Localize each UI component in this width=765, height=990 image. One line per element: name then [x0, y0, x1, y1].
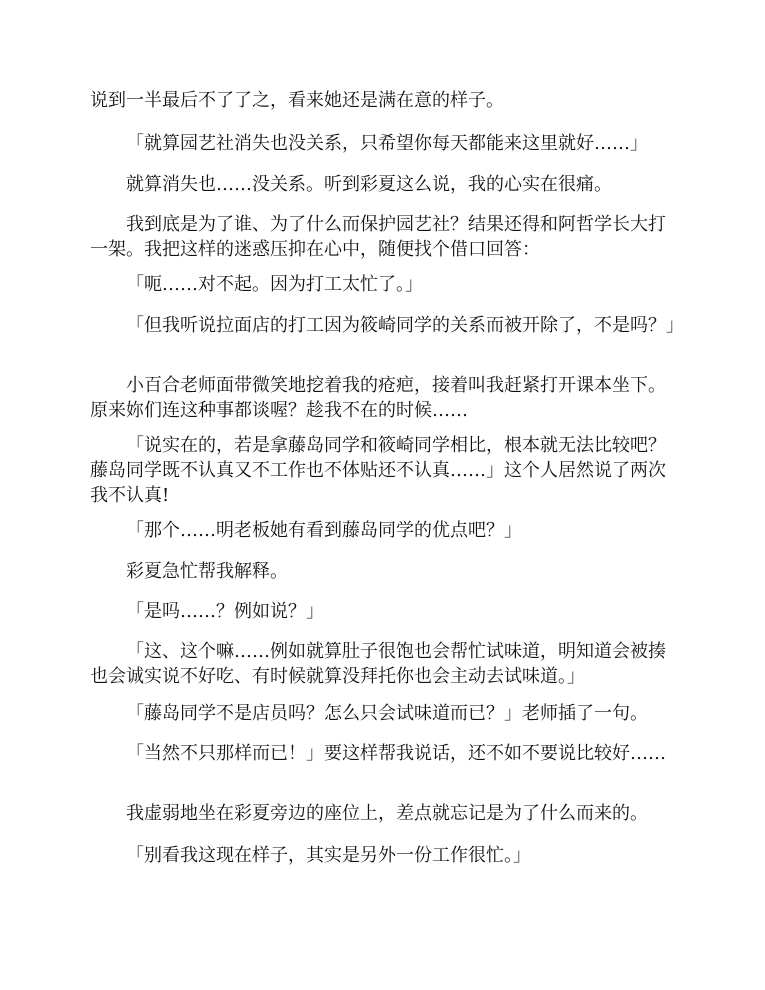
paragraph-6: 「但我听说拉面店的打工因为筱崎同学的关系而被开除了，不是吗？」 [126, 315, 684, 336]
paragraph-12: 「这、这个嘛……例如就算肚子很饱也会帮忙试味道，明知道会被揍也会诚实说不好吃、有时候就算没拜托你也会主动去试味道。」 [90, 641, 666, 687]
paragraph-11: 「是吗……？例如说？」 [126, 601, 324, 622]
paragraph-14: 「当然不只那样而已！」要这样帮我说话，还不如不要说比较好…… [126, 743, 666, 764]
paragraph-1: 说到一半最后不了了之，看来她还是满在意的样子。 [90, 90, 504, 111]
paragraph-10: 彩夏急忙帮我解释。 [126, 561, 288, 582]
paragraph-4: 我到底是为了谁、为了什么而保护园艺社？结果还得和阿哲学长大打一架。我把这样的迷惑压抑在心中，随便找个借口回答： [90, 214, 666, 260]
paragraph-16: 「别看我这现在样子，其实是另外一份工作很忙。」 [126, 845, 531, 866]
paragraph-3: 就算消失也……没关系。听到彩夏这么说，我的心实在很痛。 [126, 174, 612, 195]
paragraph-5: 「呃……对不起。因为打工太忙了。」 [126, 274, 423, 295]
paragraph-9: 「那个……明老板她有看到藤岛同学的优点吧？」 [126, 520, 522, 541]
paragraph-7: 小百合老师面带微笑地挖着我的疮疤，接着叫我赶紧打开课本坐下。原来妳们连这种事都谈喔？趁我不在的时候…… [90, 375, 666, 421]
paragraph-13: 「藤岛同学不是店员吗？怎么只会试味道而已？」老师插了一句。 [126, 703, 648, 724]
paragraph-2: 「就算园艺社消失也没关系，只希望你每天都能来这里就好……」 [126, 133, 648, 154]
paragraph-8: 「说实在的，若是拿藤岛同学和筱崎同学相比，根本就无法比较吧？藤岛同学既不认真又不工作也不体贴还不认真……」这个人居然说了两次我不认真! [90, 435, 666, 506]
paragraph-15: 我虚弱地坐在彩夏旁边的座位上，差点就忘记是为了什么而来的。 [126, 803, 648, 824]
